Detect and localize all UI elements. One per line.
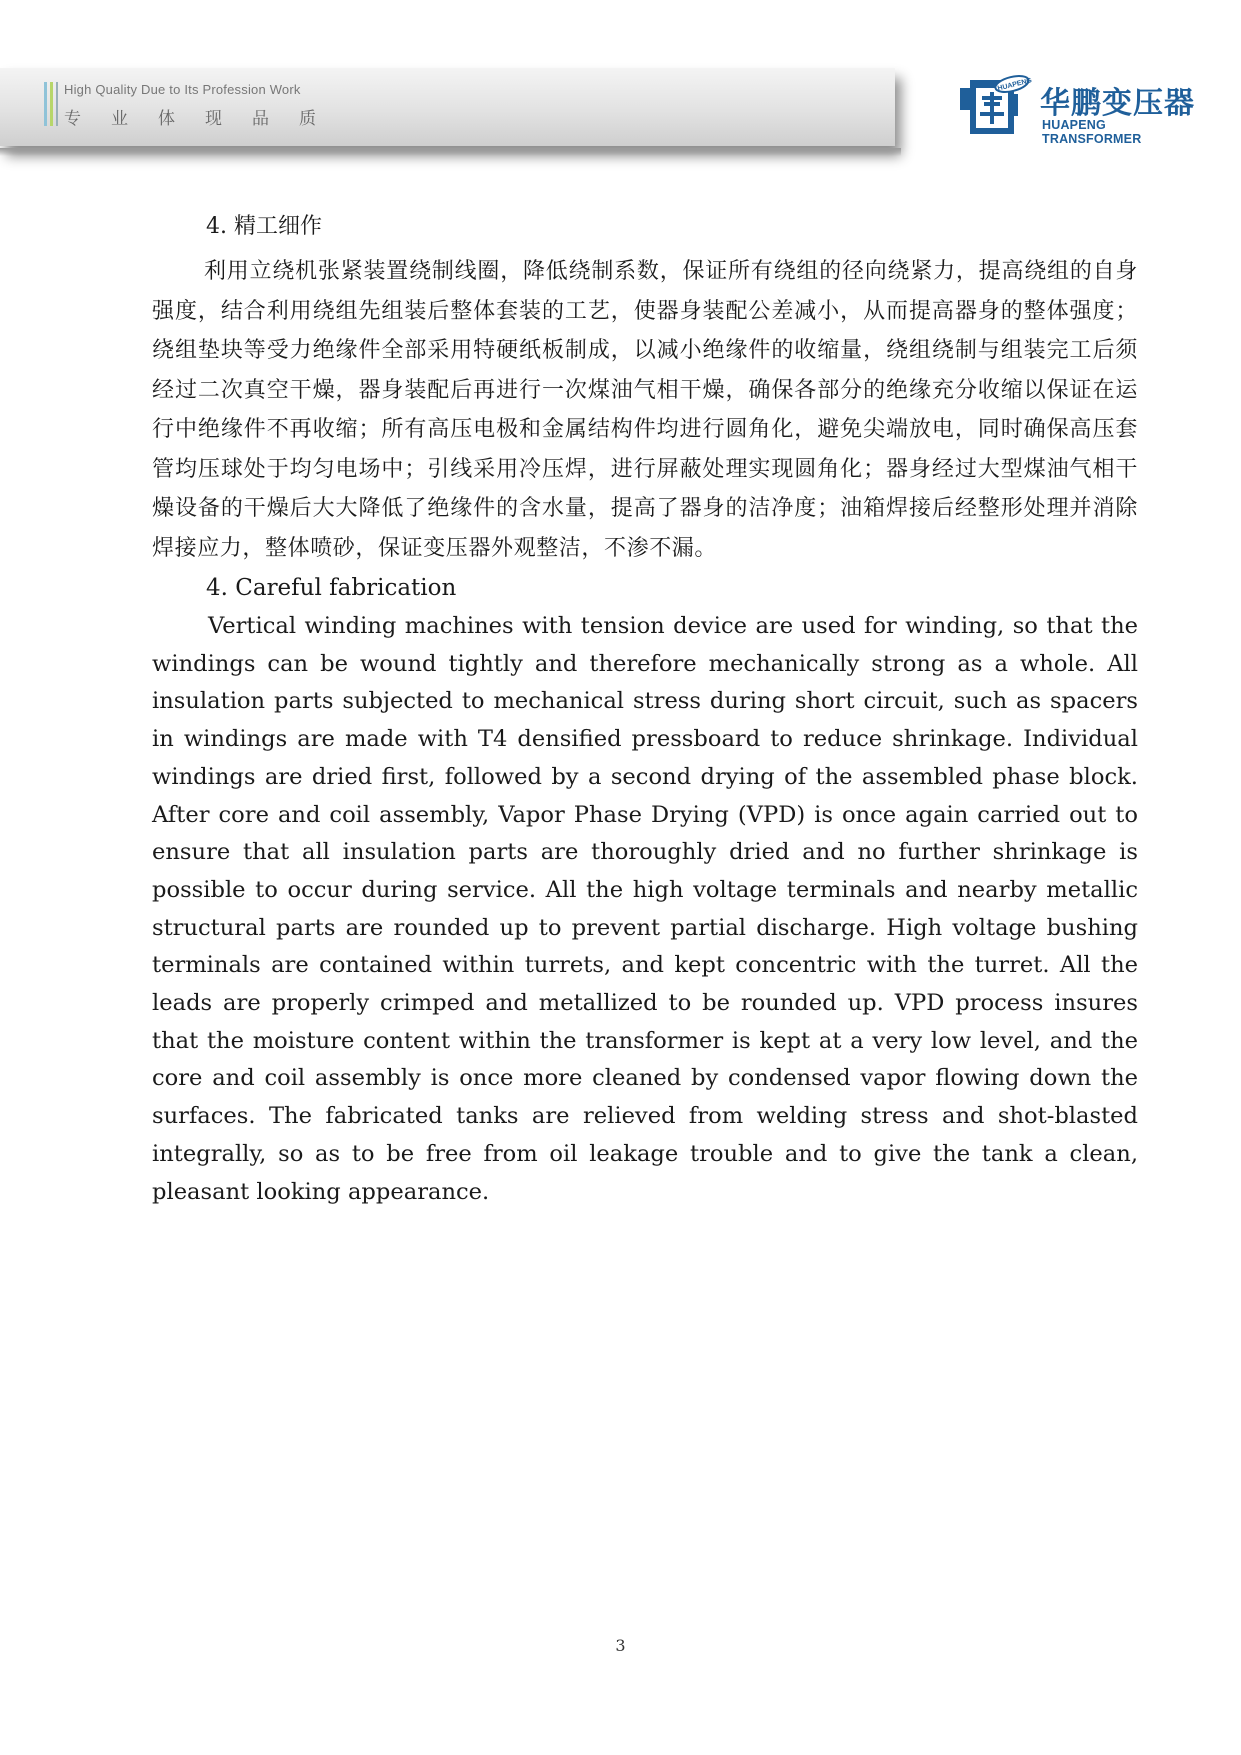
- logo-badge-text: HUAPENG: [996, 77, 1033, 93]
- huapeng-logo-icon: [958, 74, 1036, 138]
- accent-bar: [56, 82, 58, 126]
- header-band: [0, 68, 895, 146]
- page-number: 3: [615, 1636, 626, 1655]
- paragraph-english: Vertical winding machines with tension device are used for winding, so that the windings can be wound tightly and therefore mechanically strong as a whole. All insulation parts subjected to mechanical stress during short circuit, such as spacers in windings are made with T4 densified pressboard to reduce shrinkage. Individual windings are dried first, followed by a second drying of the assembled phase block. After core and coil assembly, Vapor Phase Drying (VPD) is once again carried out to ensure that all insulation parts are thoroughly dried and no further shrinkage is possible to occur during service. All the high voltage terminals and nearby metallic structural parts are rounded up to prevent partial discharge. High voltage bushing terminals are contained within turrets, and kept concentric with the turret. All the leads are properly crimped and metallized to be rounded up. VPD process insures that the moisture content within the transformer is kept at a very low level, and the core and coil assembly is once more cleaned by condensed vapor flowing down the surfaces. The fabricated tanks are relieved from welding stress and shot-blasted integrally, so as to be free from oil leakage trouble and to give the tank a clean, pleasant looking appearance.: [152, 613, 1138, 1205]
- section-heading-chinese: 4. 精工细作: [206, 214, 322, 239]
- section-heading-english: 4. Careful fabrication: [206, 575, 457, 601]
- company-logo: [958, 74, 1198, 146]
- tagline-english: High Quality Due to Its Profession Work: [64, 82, 301, 97]
- logo-english-name: HUAPENG TRANSFORMER: [1042, 118, 1142, 146]
- paragraph-chinese: 利用立绕机张紧装置绕制线圈，降低绕制系数，保证所有绕组的径向绕紧力，提高绕组的自身强度，结合利用绕组先组装后整体套装的工艺，使器身装配公差减小，从而提高器身的整体强度；绕组垫块等受力绝缘件全部采用特硬纸板制成，以减小绝缘件的收缩量，绕组绕制与组装完工后须经过二次真空干燥，器身装配后再进行一次煤油气相干燥，确保各部分的绝缘充分收缩以保证在运行中绝缘件不再收缩；所有高压电极和金属结构件均进行圆角化，避免尖端放电，同时确保高压套管均压球处于均匀电场中；引线采用冷压焊，进行屏蔽处理实现圆角化；器身经过大型煤油气相干燥设备的干燥后大大降低了绝缘件的含水量，提高了器身的洁净度；油箱焊接后经整形处理并消除焊接应力，整体喷砂，保证变压器外观整洁，不渗不漏。: [152, 259, 1138, 561]
- accent-bar: [44, 82, 47, 126]
- accent-bar: [50, 82, 53, 126]
- logo-chinese-name: 华鹏变压器: [1040, 86, 1195, 121]
- tagline-chinese: 专业体现品质: [64, 109, 346, 129]
- document-body: [152, 210, 1138, 1211]
